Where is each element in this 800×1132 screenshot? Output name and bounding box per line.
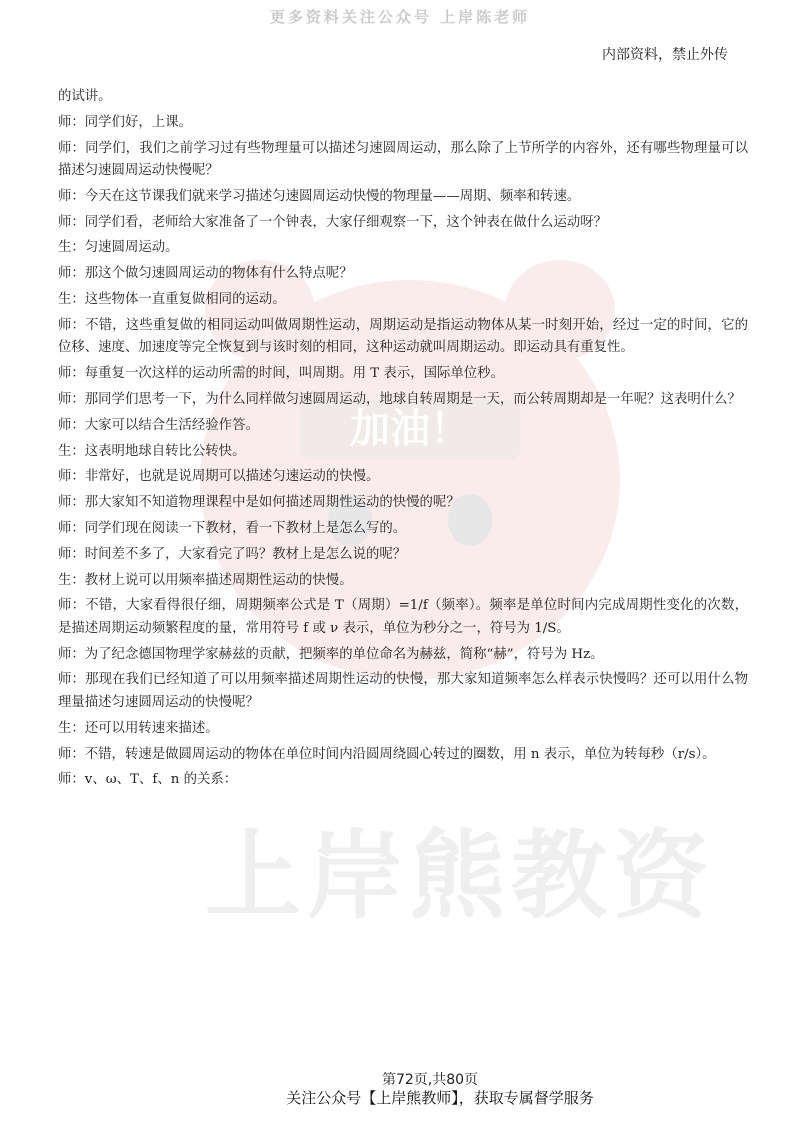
paragraph: 师：那现在我们已经知道了可以用频率描述周期性运动的快慢，那大家知道频率怎么样表示快慢吗？还可以用什么物理量描述匀速圆周运动的快慢呢？ [58,672,748,710]
paragraph: 师：v、ω、T、f、n 的关系： [58,772,238,788]
follow-notice: 关注公众号【上岸熊教师】，获取专属督学服务 [286,1089,594,1107]
paragraph: 师：同学们，我们之前学习过有些物理量可以描述匀速圆周运动，那么除了上节所学的内容外，还有哪些物理量可以描述匀速圆周运动快慢呢？ [58,140,748,179]
paragraph: 师：同学们好，上课。 [58,114,192,130]
paragraph: 师：每重复一次这样的运动所需的时间，叫周期。用 T 表示，国际单位秒。 [58,366,504,382]
badge-text: 加油！ [350,406,470,452]
background-brand-watermark: 上岸熊教资 [205,820,715,932]
paragraph: 师：非常好，也就是说周期可以描述匀速运动的快慢。 [58,469,380,485]
paragraph: 师：为了纪念德国物理学家赫兹的贡献，把频率的单位命名为赫兹，简称“赫”，符号为 Hz。 [58,646,604,662]
lecture-transcript [58,86,748,795]
paragraph: 师：不错，大家看得很仔细，周期频率公式是 T（周期）=1/f（频率）。频率是单位时间内完成周期性变化的次数，是描述周期运动频繁程度的量，常用符号 f 或 ν 表示，单位为秒分之一，符号为 1/S。 [58,598,748,636]
paragraph: 师：不错，这些重复做的相同运动叫做周期性运动，周期运动是指运动物体从某一时刻开始，经过一定的时间，它的位移、速度、加速度等完全恢复到与该时刻的相同，这种运动就叫周期运动。即运动具有重复性。 [58,317,748,356]
paragraph: 生：匀速圆周运动。 [58,240,179,256]
paragraph: 师：大家可以结合生活经验作答。 [58,417,259,433]
confidential-notice: 内部资料，禁止外传 [602,47,728,63]
paragraph: 师：同学们现在阅读一下教材，看一下教材上是怎么写的。 [58,520,407,536]
paragraph: 生：教材上说可以用频率描述周期性运动的快慢。 [58,572,353,588]
paragraph: 师：今天在这节课我们就来学习描述匀速圆周运动快慢的物理量——周期、频率和转速。 [58,188,581,204]
paragraph: 师：那大家知不知道物理课程中是如何描述周期性运动的快慢的呢？ [58,495,460,511]
page-number: 第72页,共80页 [381,1072,479,1088]
paragraph: 师：同学们看，老师给大家准备了一个钟表，大家仔细观察一下，这个钟表在做什么运动呀？ [58,214,608,230]
paragraph: 师：那这个做匀速圆周运动的物体有什么特点呢？ [58,266,353,282]
paragraph: 生：这些物体一直重复做相同的运动。 [58,292,286,308]
paragraph: 生：这表明地球自转比公转快。 [58,443,246,459]
top-watermark: 更多资料关注公众号 上岸陈老师 [269,8,531,26]
paragraph: 的试讲。 [58,89,112,104]
page-footer [0,1072,800,1108]
paragraph: 师：那同学们思考一下，为什么同样做匀速圆周运动，地球自转周期是一天，而公转周期却是一年呢？这表明什么？ [58,391,741,407]
paragraph: 师：不错，转速是做圆周运动的物体在单位时间内沿圆周绕圆心转过的圈数，用 n 表示，单位为转每秒（r/s）。 [58,746,716,762]
paragraph: 师：时间差不多了，大家看完了吗？教材上是怎么说的呢？ [58,546,407,562]
paragraph: 生：还可以用转速来描述。 [58,720,219,736]
